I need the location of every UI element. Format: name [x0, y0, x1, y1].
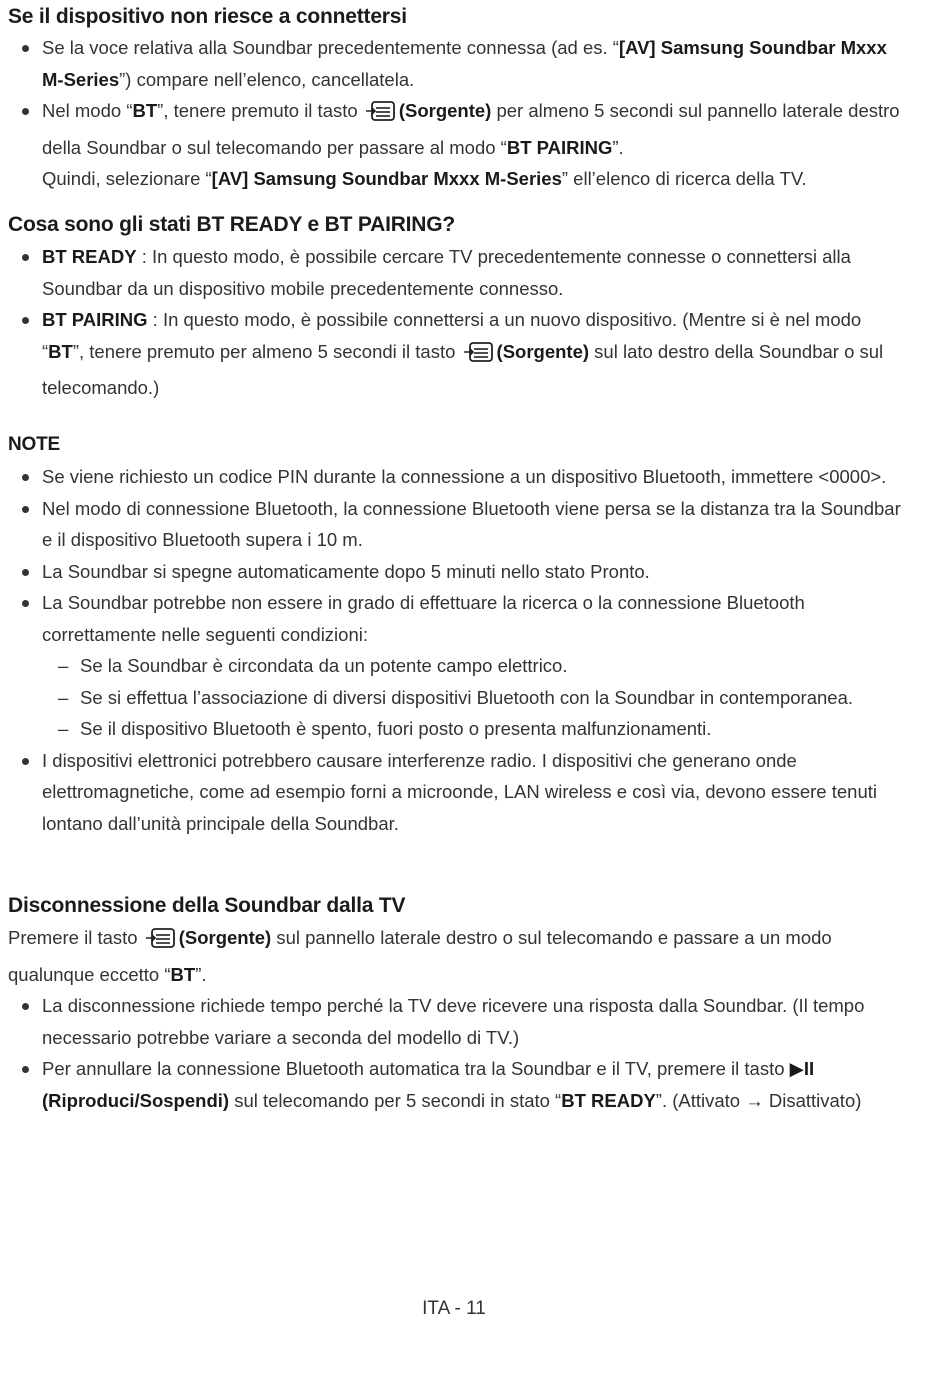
section-body-connect-fail	[8, 32, 908, 195]
sub-list-item: – Se il dispositivo Bluetooth è spento, fuori posto o presenta malfunzionamenti.	[8, 713, 908, 745]
list-item: La disconnessione richiede tempo perché la TV deve ricevere una risposta dalla Soundbar. (Il tempo necessario potrebbe variare a seconda del modello di TV.)	[8, 990, 908, 1053]
list-item: BT PAIRING : In questo modo, è possibile connettersi a un nuovo dispositivo. (Mentre si è nel modo “BT”, tenere premuto per almeno 5 secondi il tasto (Sorgente) sul lato destro della Soundbar o sul telecomando.)	[8, 304, 908, 404]
source-button-icon	[145, 927, 177, 959]
page-number: ITA - 11	[422, 1298, 486, 1319]
section-body-disconnect	[8, 922, 908, 1116]
list-item: La Soundbar potrebbe non essere in grado di effettuare la ricerca o la connessione Bluetooth correttamente nelle seguenti condizioni:	[8, 587, 908, 650]
play-pause-label: ▶II (Riproduci/Sospendi)	[42, 1058, 815, 1111]
list-item: La Soundbar si spegne automaticamente dopo 5 minuti nello stato Pronto.	[8, 556, 908, 588]
section-title-bt-states: Cosa sono gli stati BT READY e BT PAIRING?	[8, 213, 456, 236]
sub-list-item: – Se si effettua l’associazione di diversi dispositivi Bluetooth con la Soundbar in contemporanea.	[8, 682, 908, 714]
disconnect-intro: Premere il tasto (Sorgente) sul pannello laterale destro o sul telecomando e passare a un modo qualunque eccetto “BT”.	[8, 927, 832, 985]
section-title-connect-fail: Se il dispositivo non riesce a connettersi	[8, 5, 407, 28]
note-body	[8, 461, 908, 839]
note-title: NOTE	[8, 434, 60, 455]
list-item: Nel modo “BT”, tenere premuto il tasto (Sorgente) per almeno 5 secondi sul pannello laterale destro della Soundbar o sul telecomando per passare al modo “BT PAIRING”. Quindi, selezionare “[AV] Samsung Soundbar Mxxx M-Series” ell’elenco di ricerca della TV.	[8, 95, 908, 195]
source-button-icon	[365, 100, 397, 132]
sub-list-item: – Se la Soundbar è circondata da un potente campo elettrico.	[8, 650, 908, 682]
list-item: I dispositivi elettronici potrebbero causare interferenze radio. I dispositivi che generano onde elettromagnetiche, come ad esempio forni a microonde, LAN wireless e così via, devono essere tenuti lontano dall’unità principale della Soundbar.	[8, 745, 908, 840]
list-item: Se viene richiesto un codice PIN durante la connessione a un dispositivo Bluetooth, immettere <0000>.	[8, 461, 908, 493]
list-item: Per annullare la connessione Bluetooth automatica tra la Soundbar e il TV, premere il tasto ▶II (Riproduci/Sospendi) sul telecomando per 5 secondi in stato “BT READY”. (Attivato → Disattivato)	[8, 1053, 908, 1116]
list-item: Se la voce relativa alla Soundbar precedentemente connessa (ad es. “[AV] Samsung Soundbar Mxxx M-Series”) compare nell’elenco, cancellatela.	[8, 32, 908, 95]
section-title-disconnect: Disconnessione della Soundbar dalla TV	[8, 894, 406, 917]
sub-list	[8, 650, 908, 745]
list-item: BT READY : In questo modo, è possibile cercare TV precedentemente connesse o connettersi alla Soundbar da un dispositivo mobile precedentemente connesso.	[8, 241, 908, 304]
source-button-icon	[463, 341, 495, 373]
section-body-bt-states	[8, 241, 908, 404]
list-item: Nel modo di connessione Bluetooth, la connessione Bluetooth viene persa se la distanza tra la Soundbar e il dispositivo Bluetooth supera i 10 m.	[8, 493, 908, 556]
